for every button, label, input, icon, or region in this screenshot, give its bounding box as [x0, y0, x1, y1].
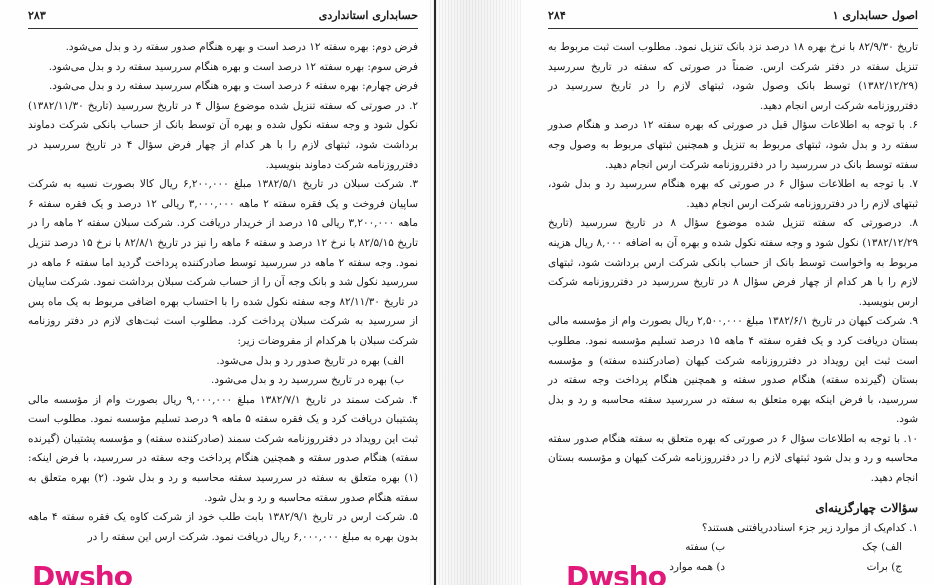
paragraph: ۷. با توجه به اطلاعات سؤال ۶ در صورتی که بهره هنگام سررسید رد و بدل شود، ثبتهای لازم را در دفترروزنامه شرکت ارس انجام دهید. — [548, 178, 918, 210]
running-title: اصول حسابداری ۱ — [832, 9, 918, 22]
section-title: سؤالات چهارگزینه‌ای — [815, 500, 918, 515]
paragraph: ۴. شرکت سمند در تاریخ ۱۳۸۲/۷/۱ مبلغ ۹,۰۰۰,۰۰۰ ریال بصورت وام از مؤسسه مالی پشتیبان دریافت کرد و یک فقره سفته ۵ ماهه ۹ درصد تسلیم مؤسسه نمود. مطلوب است ثبت این رویداد در دفترروزنامه شرکت سمند (صادرکننده سفته) و مؤسسه پشتیبان (گیرنده سفته) هنگام صدور سفته و همچنین هنگام پرداخت وجه سفته در سررسید، با فرض اینکه: (۱) بهره متعلق به سفته در سررسید سفته محاسبه و رد و بدل شود. (۲) بهره متعلق به سفته هنگام صدور سفته محاسبه و رد و بدل شود. — [28, 393, 419, 504]
paragraph: فرض سوم: بهره سفته ۱۲ درصد است و بهره هنگام سررسید سفته رد و بدل می‌شود. — [48, 60, 418, 73]
mcq-question: ۱. کدام‌یک از موارد زیر جزء اسناددریافتنی هستند؟ — [701, 521, 918, 534]
right-page — [522, 0, 934, 585]
watermark-logo: Dwsho — [566, 560, 666, 585]
mcq-choice: د) همه موارد — [669, 560, 725, 573]
book-gutter — [430, 0, 522, 585]
watermark-logo: Dwsho — [32, 560, 132, 585]
page-body — [28, 38, 418, 547]
page-edge-divider — [434, 0, 436, 585]
paragraph: ۱۰. با توجه به اطلاعات سؤال ۶ در صورتی که بهره متعلق به سفته هنگام صدور سفته محاسبه و رد و بدل شود ثبتهای لازم را در دفترروزنامه شرکت کیهان و مؤسسه بستان انجام دهید. — [548, 432, 918, 485]
running-title: حسابداری استانداردی — [318, 9, 418, 22]
paragraph: ۸. درصورتی که سفته تنزیل شده موضوع سؤال ۸ در تاریخ سررسید (تاریخ ۱۳۸۲/۱۲/۲۹) نکول شود و وجه سفته نکول شده و بهره آن به اضافه ۸,۰۰۰ ریال هزینه مربوط به واخواست توسط بانک از حساب بانکی شرکت ارس برداشت شود، ثبتهای لازم را با هر کدام از چهار فرض سؤال ۸ در تاریخ سررسید در دفترروزنامه شرکت ارس بنویسید. — [548, 217, 919, 308]
mcq-choice: ج) برات — [866, 560, 902, 573]
paragraph: ب) بهره در تاریخ سررسید رد و بدل می‌شود. — [211, 374, 404, 387]
paragraph: ۵. شرکت ارس در تاریخ ۱۳۸۲/۹/۱ بابت طلب خود از شرکت کاوه یک فقره سفته ۴ ماهه بدون بهره به مبلغ ۶,۰۰۰,۰۰۰ ریال دریافت نمود. شرکت ارس این سفته را در — [28, 511, 418, 543]
page-body — [548, 38, 918, 577]
mcq-choice: ب) سفته — [685, 541, 725, 554]
paragraph: ۹. شرکت کیهان در تاریخ ۱۳۸۲/۶/۱ مبلغ ۲,۵۰۰,۰۰۰ ریال بصورت وام از مؤسسه مالی بستان دریافت کرد و یک فقره سفته ۴ ماهه ۱۵ درصد تسلیم مؤسسه نمود. مطلوب است ثبت این رویداد در دفترروزنامه شرکت کیهان (صادرکننده سفته) و مؤسسه بستان (گیرنده سفته) هنگام صدور سفته و همچنین هنگام پرداخت وجه سفته در سررسید، با فرض اینکه بهره متعلق به سفته در سررسید سفته محاسبه و رد و بدل شود. — [548, 315, 918, 426]
page-header — [28, 8, 418, 29]
page-number: ۲۸۳ — [28, 9, 46, 22]
page-number: ۲۸۴ — [548, 9, 566, 22]
paragraph: فرض چهارم: بهره سفته ۶ درصد است و بهره هنگام سررسید سفته رد و بدل می‌شود. — [48, 80, 418, 93]
mcq-choice: الف) چک — [862, 541, 902, 554]
paragraph: ۲. در صورتی که سفته تنزیل شده موضوع سؤال ۴ در تاریخ سررسید (تاریخ ۱۳۸۲/۱۱/۳۰) نکول شود و وجه سفته نکول شده و بهره آن توسط بانک از حساب بانکی شرکت دماوند برداشت شود، ثبتهای لازم را با هر کدام از چهار فرض سؤال ۴ در تاریخ سررسید در دفترروزنامه شرکت دماوند بنویسید. — [28, 99, 418, 171]
paragraph: تاریخ ۸۲/۹/۳۰ با نرخ بهره ۱۸ درصد نزد بانک تنزیل نمود. مطلوب است ثبت مربوط به تنزیل سفته در دفتر شرکت ارس. ضمناً در صورتی که سفته در تاریخ سررسید (۱۳۸۲/۱۲/۲۹) توسط بانک وصول شود، ثبتهای لازم را در تاریخ سررسید در دفترروزنامه شرکت ارس انجام دهید. — [548, 41, 918, 112]
paragraph: ۶. با توجه به اطلاعات سؤال قبل در صورتی که بهره سفته ۱۲ درصد و هنگام صدور سفته رد و بدل شود، ثبتهای مربوط به تنزیل و همچنین ثبتهای مربوط به وصول وجه سفته توسط بانک در سررسید را در دفترروزنامه شرکت ارس انجام دهید. — [548, 119, 918, 171]
paragraph: الف) بهره در تاریخ صدور رد و بدل می‌شود. — [216, 354, 404, 367]
mcq-choices-row — [548, 538, 918, 558]
page-header — [548, 8, 918, 29]
left-page — [0, 0, 430, 585]
paragraph: فرض دوم: بهره سفته ۱۲ درصد است و بهره هنگام صدور سفته رد و بدل می‌شود. — [65, 41, 418, 53]
paragraph: ۳. شرکت سبلان در تاریخ ۱۳۸۲/۵/۱ مبلغ ۶,۲۰۰,۰۰۰ ریال کالا بصورت نسیه به شرکت ساپیان فروخت و یک فقره سفته ۲ ماهه ۳,۰۰۰,۰۰۰ ریالی ۱۲ درصد و یک فقره سفته ۶ ماهه ۳,۲۰۰,۰۰۰ ریالی ۱۵ درصد از خریدار دریافت کرد. شرکت سبلان سفته ۲ ماهه را در تاریخ ۸۲/۵/۱۵ با نرخ ۱۲ درصد و سفته ۶ ماهه را نیز در تاریخ ۸۲/۸/۱ با نرخ ۱۵ درصد تنزیل نمود. وجه سفته ۲ ماهه در سررسید توسط صادرکننده پرداخت گردید اما سفته ۶ ماهه در سررسید نکول شد و بانک وجه آن را از حساب شرکت سبلان برداشت نمود. شرکت ساپیان در تاریخ ۸۲/۱۱/۳۰ وجه سفته نکول شده را با احتساب بهره اضافی مربوط به یک ماه پس از سررسید به شرکت سبلان پرداخت کرد. مطلوب است ثبت‌های لازم در دفتر روزنامه شرکت سبلان با هرکدام از مفروضات زیر: — [28, 178, 418, 347]
